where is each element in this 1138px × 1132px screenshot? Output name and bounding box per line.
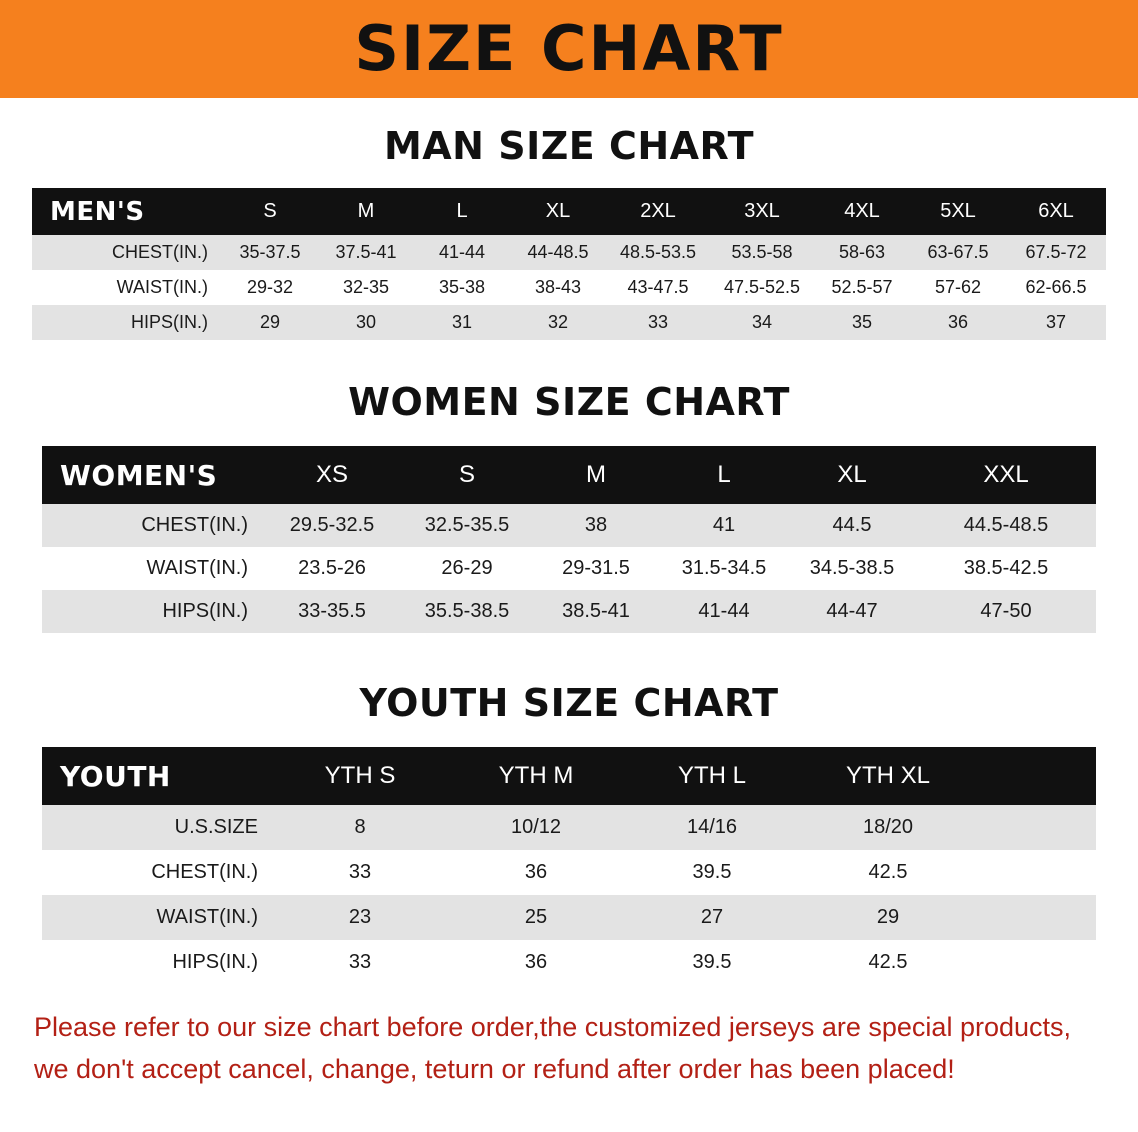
youth-cell: 14/16: [624, 805, 800, 850]
disclaimer-line-2: we don't accept cancel, change, teturn or refund after order has been placed!: [34, 1053, 955, 1084]
men-cell: 35-38: [414, 270, 510, 305]
women-row-label: CHEST(IN.): [42, 504, 262, 547]
men-cell: 36: [910, 305, 1006, 340]
youth-header-spacer: [976, 747, 1096, 805]
youth-table-header-row: [42, 747, 1096, 805]
men-cell: 37.5-41: [318, 235, 414, 270]
men-cell: 52.5-57: [814, 270, 910, 305]
men-col-header: S: [222, 188, 318, 235]
men-col-header: XL: [510, 188, 606, 235]
women-cell: 44.5-48.5: [916, 504, 1096, 547]
women-cell: 38.5-41: [532, 590, 660, 633]
men-cell: 58-63: [814, 235, 910, 270]
women-cell: 47-50: [916, 590, 1096, 633]
men-cell: 44-48.5: [510, 235, 606, 270]
table-row: [42, 547, 1096, 590]
women-cell: 29.5-32.5: [262, 504, 402, 547]
men-cell: 30: [318, 305, 414, 340]
youth-cell: 25: [448, 895, 624, 940]
women-corner-label: WOMEN'S: [42, 446, 262, 504]
women-row-label: WAIST(IN.): [42, 547, 262, 590]
youth-row-label: CHEST(IN.): [42, 850, 272, 895]
women-cell: 26-29: [402, 547, 532, 590]
women-cell: 38: [532, 504, 660, 547]
men-col-header: L: [414, 188, 510, 235]
men-cell: 67.5-72: [1006, 235, 1106, 270]
men-cell: 53.5-58: [710, 235, 814, 270]
youth-cell: 10/12: [448, 805, 624, 850]
men-size-table: [32, 188, 1106, 340]
men-cell: 38-43: [510, 270, 606, 305]
men-table-header-row: [32, 188, 1106, 235]
youth-cell: 39.5: [624, 940, 800, 985]
youth-col-header: YTH L: [624, 747, 800, 805]
youth-cell: 33: [272, 940, 448, 985]
women-cell: 29-31.5: [532, 547, 660, 590]
youth-cell: 18/20: [800, 805, 976, 850]
table-row: [42, 805, 1096, 850]
banner: [0, 0, 1138, 98]
men-cell: 63-67.5: [910, 235, 1006, 270]
men-corner-label: MEN'S: [32, 188, 222, 235]
table-row: [42, 895, 1096, 940]
men-cell: 33: [606, 305, 710, 340]
youth-corner-label: YOUTH: [42, 747, 272, 805]
men-cell: 57-62: [910, 270, 1006, 305]
men-col-header: 3XL: [710, 188, 814, 235]
youth-cell: 36: [448, 940, 624, 985]
youth-col-header: YTH S: [272, 747, 448, 805]
table-row: [42, 504, 1096, 547]
youth-cell: 27: [624, 895, 800, 940]
men-row-label: HIPS(IN.): [32, 305, 222, 340]
men-col-header: 6XL: [1006, 188, 1106, 235]
women-section-title: WOMEN SIZE CHART: [348, 380, 790, 424]
women-col-header: L: [660, 446, 788, 504]
men-cell: 29-32: [222, 270, 318, 305]
women-cell: 41: [660, 504, 788, 547]
men-cell: 35-37.5: [222, 235, 318, 270]
women-cell: 32.5-35.5: [402, 504, 532, 547]
youth-cell: 8: [272, 805, 448, 850]
women-col-header: M: [532, 446, 660, 504]
men-cell: 35: [814, 305, 910, 340]
women-col-header: S: [402, 446, 532, 504]
youth-section-title: YOUTH SIZE CHART: [359, 681, 779, 725]
youth-cell: 42.5: [800, 940, 976, 985]
youth-cell: 33: [272, 850, 448, 895]
women-cell: 44.5: [788, 504, 916, 547]
disclaimer-note: [34, 1007, 1104, 1091]
youth-col-header: YTH M: [448, 747, 624, 805]
men-row-label: WAIST(IN.): [32, 270, 222, 305]
men-cell: 37: [1006, 305, 1106, 340]
youth-cell-spacer: [976, 940, 1096, 985]
table-row: [32, 270, 1106, 305]
men-cell: 29: [222, 305, 318, 340]
men-cell: 32-35: [318, 270, 414, 305]
men-cell: 34: [710, 305, 814, 340]
women-cell: 38.5-42.5: [916, 547, 1096, 590]
table-row: [32, 305, 1106, 340]
page-title: SIZE CHART: [354, 12, 784, 85]
women-table-header-row: [42, 446, 1096, 504]
youth-col-header: YTH XL: [800, 747, 976, 805]
youth-cell-spacer: [976, 805, 1096, 850]
women-cell: 35.5-38.5: [402, 590, 532, 633]
youth-cell-spacer: [976, 850, 1096, 895]
youth-cell: 36: [448, 850, 624, 895]
youth-size-table: [42, 747, 1096, 985]
youth-cell: 23: [272, 895, 448, 940]
men-col-header: M: [318, 188, 414, 235]
youth-cell: 42.5: [800, 850, 976, 895]
youth-row-label: WAIST(IN.): [42, 895, 272, 940]
youth-cell: 39.5: [624, 850, 800, 895]
table-row: [42, 940, 1096, 985]
youth-cell: 29: [800, 895, 976, 940]
men-col-header: 5XL: [910, 188, 1006, 235]
women-cell: 44-47: [788, 590, 916, 633]
women-size-table: [42, 446, 1096, 633]
women-cell: 31.5-34.5: [660, 547, 788, 590]
men-cell: 31: [414, 305, 510, 340]
men-cell: 62-66.5: [1006, 270, 1106, 305]
men-cell: 47.5-52.5: [710, 270, 814, 305]
women-col-header: XS: [262, 446, 402, 504]
women-cell: 41-44: [660, 590, 788, 633]
men-cell: 48.5-53.5: [606, 235, 710, 270]
youth-cell-spacer: [976, 895, 1096, 940]
women-col-header: XL: [788, 446, 916, 504]
women-row-label: HIPS(IN.): [42, 590, 262, 633]
men-cell: 32: [510, 305, 606, 340]
table-row: [42, 590, 1096, 633]
table-row: [42, 850, 1096, 895]
men-row-label: CHEST(IN.): [32, 235, 222, 270]
women-cell: 34.5-38.5: [788, 547, 916, 590]
disclaimer-line-1: Please refer to our size chart before order,the customized jerseys are special products,: [34, 1012, 1072, 1042]
women-col-header: XXL: [916, 446, 1096, 504]
women-cell: 23.5-26: [262, 547, 402, 590]
man-section-title: MAN SIZE CHART: [383, 124, 755, 168]
men-col-header: 2XL: [606, 188, 710, 235]
youth-row-label: HIPS(IN.): [42, 940, 272, 985]
women-cell: 33-35.5: [262, 590, 402, 633]
youth-row-label: U.S.SIZE: [42, 805, 272, 850]
men-cell: 41-44: [414, 235, 510, 270]
men-col-header: 4XL: [814, 188, 910, 235]
table-row: [32, 235, 1106, 270]
men-cell: 43-47.5: [606, 270, 710, 305]
